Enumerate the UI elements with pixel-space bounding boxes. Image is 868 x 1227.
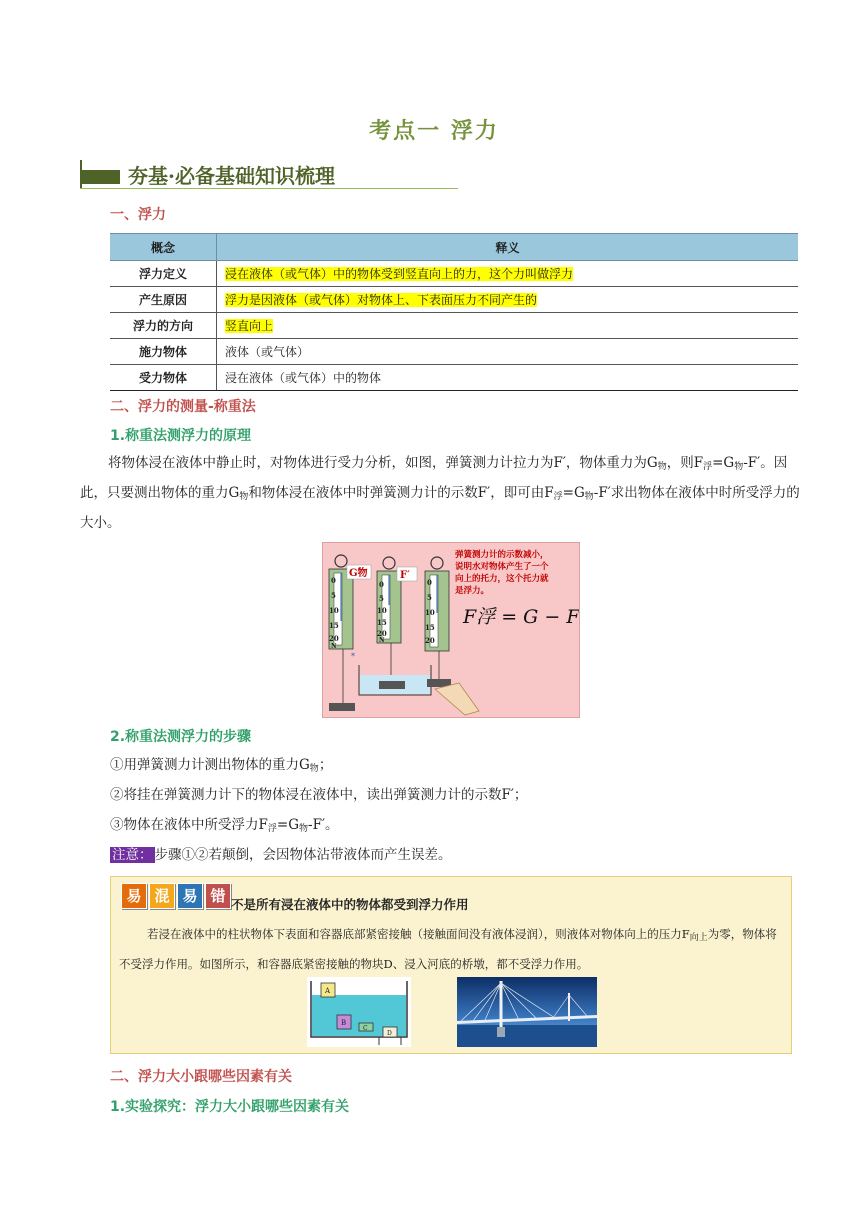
- section-heading-measurement: 二、浮力的测量-称重法: [110, 399, 256, 415]
- container-illustration: [307, 977, 411, 1047]
- table-cell-desc: [217, 261, 799, 287]
- highlighted-text: 浮力是因液体（或气体）对物体上、下表面压力不同产生的: [225, 293, 538, 307]
- tick-label: 5: [427, 593, 432, 602]
- block-label: B: [341, 1019, 347, 1027]
- tick-label: 15: [329, 621, 339, 630]
- table-cell-desc: [217, 287, 799, 313]
- text-run: ③物体在液体中所受浮力F: [110, 817, 268, 833]
- buoyancy-formula: F浮 = G − F′: [463, 606, 579, 628]
- tick-label: 20: [425, 636, 435, 645]
- text-run: -F′。: [308, 817, 339, 833]
- subscript: 物: [584, 492, 594, 502]
- note-line: [110, 842, 800, 868]
- unit-label: N: [331, 643, 337, 650]
- principle-paragraph: [80, 450, 800, 536]
- tick-label: 0: [331, 576, 336, 585]
- block-label: D: [387, 1030, 392, 1037]
- table-cell-term: 浮力定义: [110, 261, 217, 287]
- table-cell-term: 受力物体: [110, 365, 217, 391]
- note-text: 步骤①②若颠倒，会因物体沾带液体而产生误差。: [154, 847, 452, 863]
- note-line: 是浮力。: [455, 586, 490, 596]
- text-run: 为零，物体将不受浮力作用。如图所示，和容器底紧密接触的物块D、浸入河底的桥墩，都不受浮力作用。: [119, 927, 777, 971]
- subheading-principle: 1.称重法测浮力的原理: [110, 428, 252, 444]
- table-header: 概念: [110, 234, 217, 261]
- text-run: =G: [562, 485, 585, 501]
- table-cell-desc: [217, 313, 799, 339]
- table-row: [110, 339, 798, 365]
- note-line: 弹簧测力计的示数减小，: [455, 550, 549, 560]
- section-heading-factors: 二、浮力大小跟哪些因素有关: [110, 1069, 292, 1085]
- banner-title: 夯基·必备基础知识梳理: [128, 164, 335, 188]
- table-cell-term: 施力物体: [110, 339, 217, 365]
- container-figure: [307, 977, 411, 1047]
- banner-bar: [80, 170, 120, 184]
- highlighted-text: 竖直向上: [225, 319, 274, 333]
- table-row: [110, 365, 798, 391]
- block-label: C: [363, 1025, 368, 1032]
- step-1: [110, 752, 800, 782]
- section-banner: [80, 160, 458, 190]
- tick-label: 20: [329, 634, 339, 643]
- note-tag: 注意：: [112, 847, 153, 863]
- spring-scale-illustration: [323, 543, 579, 717]
- tick-label: 15: [425, 623, 435, 632]
- subscript: 物: [309, 764, 319, 774]
- table-row: [110, 287, 798, 313]
- text-run: 和物体浸在液体中时弹簧测力计的示数F′，即可由F: [248, 485, 554, 501]
- note-line: 说明水对物体产生了一个: [455, 562, 549, 572]
- subscript: 浮: [267, 824, 277, 834]
- tick-label: 5: [331, 591, 336, 600]
- table-cell-term: 产生原因: [110, 287, 217, 313]
- subscript: 物: [734, 462, 744, 472]
- svg-text:*: *: [351, 652, 355, 661]
- banner-underline: [80, 188, 458, 189]
- common-mistake-box: [110, 876, 792, 1054]
- subheading-experiment: 1.实验探究：浮力大小跟哪些因素有关: [110, 1099, 350, 1115]
- concept-table: [110, 233, 798, 391]
- tick-label: 15: [377, 618, 387, 627]
- subscript: 物: [299, 824, 309, 834]
- highlighted-text: 浸在液体（或气体）中的物体受到竖直向上的力，这个力叫做浮力: [225, 267, 574, 281]
- text-run: 若浸在液体中的柱状物体下表面和容器底部紧密接触（接触面间没有液体浸润），则液体对物体向上的压力F: [147, 927, 690, 941]
- subscript: 浮: [553, 492, 563, 502]
- table-cell-term: 浮力的方向: [110, 313, 217, 339]
- gravity-label: G物: [349, 568, 368, 579]
- tick-label: 5: [379, 594, 384, 603]
- text-run: -F′求出物体在液体中时所受浮力的大小。: [80, 485, 800, 531]
- unit-label: N: [379, 637, 385, 644]
- note-line: 向上的托力，这个托力就: [455, 574, 549, 584]
- tick-label: 20: [377, 629, 387, 638]
- subscript: 物: [657, 462, 667, 472]
- badge-yi: 易: [121, 883, 147, 909]
- subscript: 向上: [689, 933, 708, 943]
- bridge-photo: [457, 977, 597, 1047]
- subscript: 物: [239, 492, 249, 502]
- table-cell-desc: 液体（或气体）: [217, 339, 799, 365]
- step-2: ②将挂在弹簧测力计下的物体浸在液体中，读出弹簧测力计的示数F′；: [110, 787, 528, 803]
- text-run: 将物体浸在液体中静止时，对物体进行受力分析，如图，弹簧测力计拉力为F′，物体重力为G: [108, 455, 658, 471]
- table-row: [110, 313, 798, 339]
- bridge-illustration: [457, 977, 597, 1047]
- table-cell-desc: 浸在液体（或气体）中的物体: [217, 365, 799, 391]
- subheading-steps: 2.称重法测浮力的步骤: [110, 729, 252, 745]
- tick-label: 0: [427, 578, 432, 587]
- tick-label: 10: [329, 606, 339, 615]
- step-3: [110, 812, 800, 842]
- tick-label: 10: [425, 608, 435, 617]
- tension-label: F′: [400, 570, 410, 581]
- text-run: ，则F: [666, 455, 704, 471]
- table-header: 释义: [217, 234, 799, 261]
- mistake-title: 不是所有浸在液体中的物体都受到浮力作用: [231, 897, 469, 912]
- table-header-row: [110, 234, 798, 261]
- text-run: =G: [276, 817, 299, 833]
- text-run: ①用弹簧测力计测出物体的重力G: [110, 757, 310, 773]
- badge-yi-2: 易: [177, 883, 203, 909]
- text-run: ；: [318, 757, 333, 773]
- spring-scale-figure: [322, 542, 580, 718]
- subscript: 浮: [703, 462, 713, 472]
- badge-hun: 混: [149, 883, 175, 909]
- tick-label: 0: [379, 580, 384, 589]
- text-run: -F′。因此，只要测出物体的重力G: [80, 455, 788, 501]
- section-heading-buoyancy: 一、浮力: [110, 207, 166, 223]
- block-label: A: [325, 987, 331, 995]
- page-title: 考点一 浮力: [369, 119, 499, 144]
- text-run: =G: [712, 455, 735, 471]
- badge-cuo: 错: [205, 883, 231, 909]
- mistake-explanation: [119, 921, 783, 977]
- table-row: [110, 261, 798, 287]
- tick-label: 10: [377, 606, 387, 615]
